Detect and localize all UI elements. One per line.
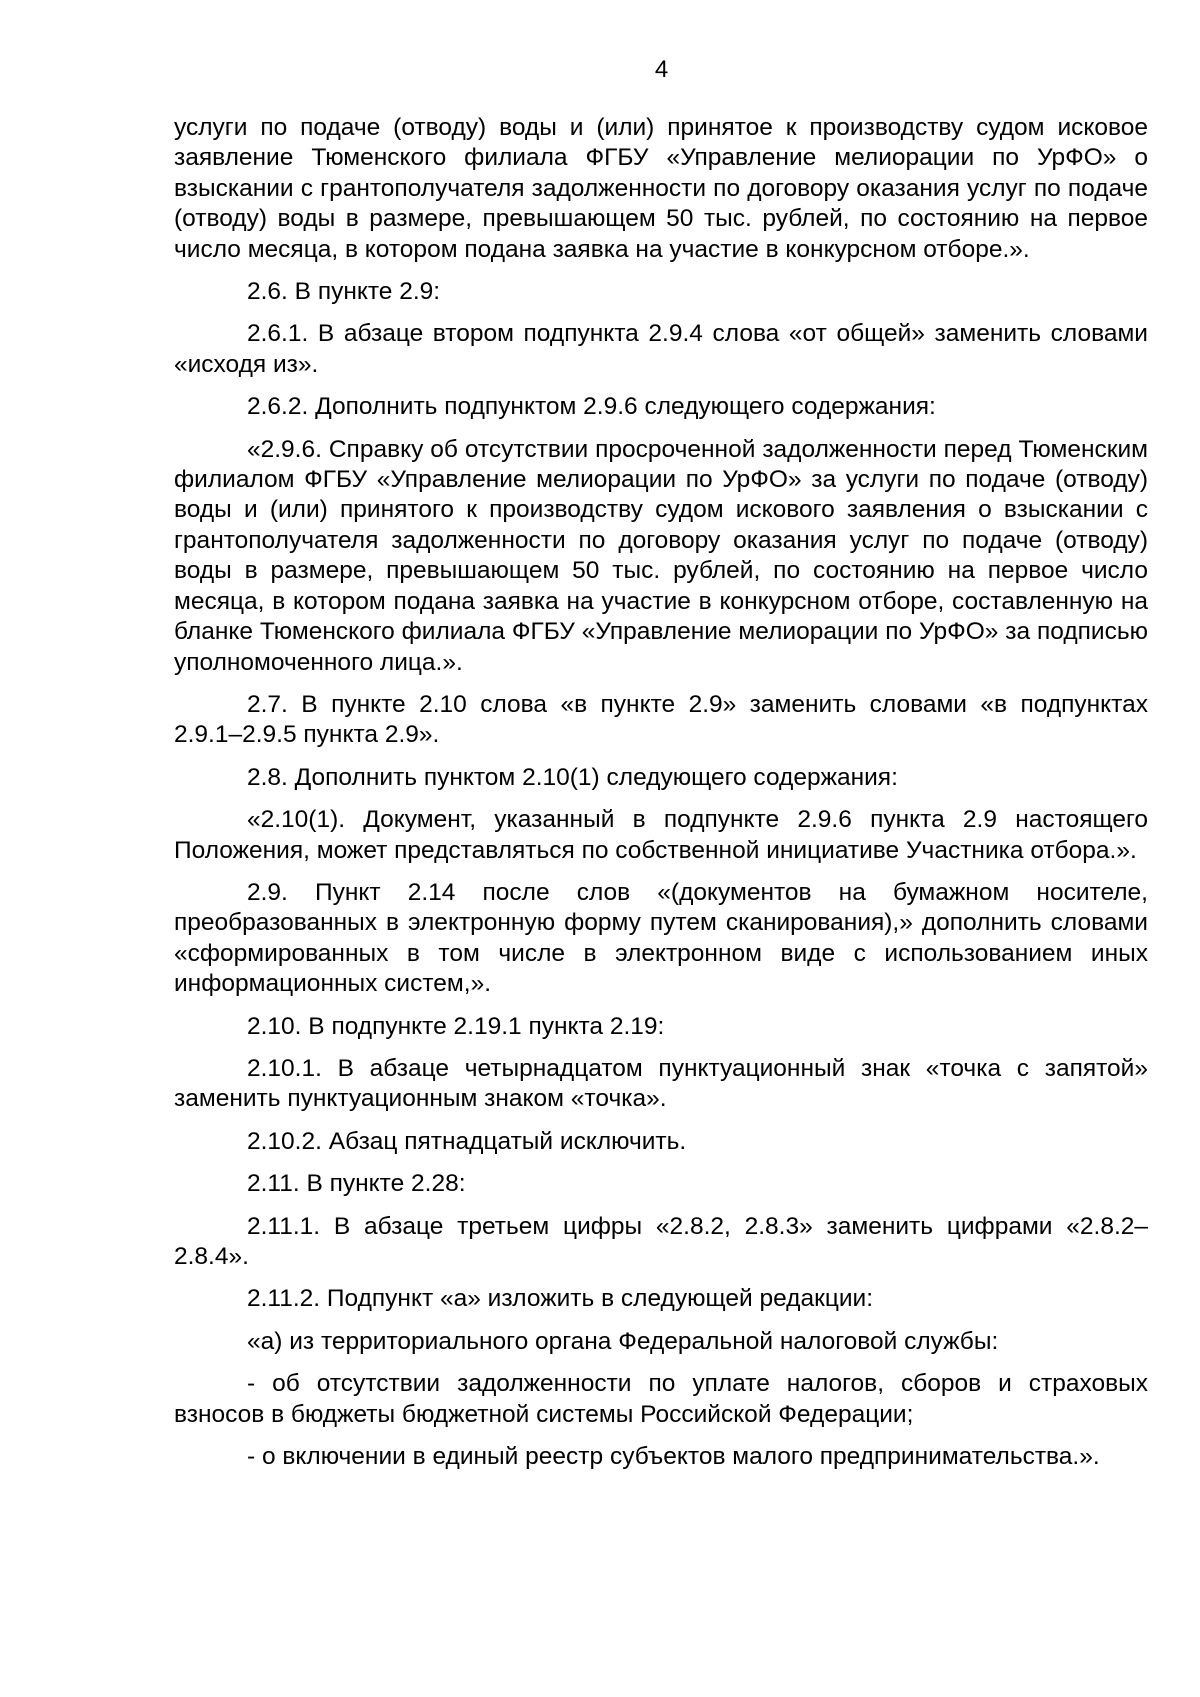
- paragraph-2-9-6-quote: «2.9.6. Справку об отсутствии просроченной задолженности перед Тюменским филиалом ФГБУ «Управление мелиорации по УрФО» за услуги по подаче (отводу) воды и (или) принятого к производству судом искового заявления о взыскании с грантополучателя задолженности по договору оказания услуг по подаче (отводу) воды в размере, превышающем 50 тыс. рублей, по состоянию на первое число месяца, в котором подана заявка на участие в конкурсном отборе, составленную на бланке Тюменского филиала ФГБУ «Управление мелиорации по УрФО» за подписью уполномоченного лица.».: [174, 435, 1148, 676]
- paragraph-2-8: 2.8. Дополнить пунктом 2.10(1) следующего содержания:: [247, 763, 898, 791]
- paragraph-bullet-tax-debt: - об отсутствии задолженности по уплате налогов, сборов и страховых взносов в бюджеты бюджетной системы Российской Федерации;: [174, 1370, 1148, 1428]
- paragraph-2-7: 2.7. В пункте 2.10 слова «в пункте 2.9» заменить словами «в подпунктах 2.9.1–2.9.5 пункта 2.9».: [174, 690, 1148, 749]
- paragraph-2-10: 2.10. В подпункте 2.19.1 пункта 2.19:: [247, 1012, 665, 1040]
- paragraph-2-10-2: 2.10.2. Абзац пятнадцатый исключить.: [247, 1127, 687, 1155]
- paragraph-subitem-a: «а) из территориального органа Федеральной налоговой службы:: [247, 1327, 999, 1355]
- paragraph-2-11-1: 2.11.1. В абзаце третьем цифры «2.8.2, 2.8.3» заменить цифрами «2.8.2–2.8.4».: [174, 1212, 1148, 1270]
- paragraph-2-11: 2.11. В пункте 2.28:: [247, 1170, 466, 1198]
- document-body: [174, 113, 1148, 1484]
- paragraph-2-6-1: 2.6.1. В абзаце втором подпункта 2.9.4 слова «от общей» заменить словами «исходя из».: [174, 320, 1148, 378]
- paragraph-2-6: 2.6. В пункте 2.9:: [247, 278, 441, 306]
- paragraph-2-10-1-quote: «2.10(1). Документ, указанный в подпункте 2.9.6 пункта 2.9 настоящего Положения, может представляться по собственной инициативе Участника отбора.».: [174, 806, 1148, 864]
- paragraph-2-9: 2.9. Пункт 2.14 после слов «(документов на бумажном носителе, преобразованных в электронную форму путем сканирования),» дополнить словами «сформированных в том числе в электронном виде с использованием иных информационных систем,».: [174, 878, 1148, 998]
- paragraph-2-6-2: 2.6.2. Дополнить подпунктом 2.9.6 следующего содержания:: [247, 393, 936, 421]
- paragraph-2-10-1: 2.10.1. В абзаце четырнадцатом пунктуационный знак «точка с запятой» заменить пунктуационным знаком «точка».: [174, 1054, 1148, 1113]
- paragraph-bullet-sme-registry: - о включении в единый реестр субъектов малого предпринимательства.».: [247, 1443, 1100, 1471]
- page-number: 4: [654, 56, 669, 83]
- paragraph-continuation: услуги по подаче (отводу) воды и (или) принятое к производству судом исковое заявление Тюменского филиала ФГБУ «Управление мелиорации по УрФО» о взыскании с грантополучателя задолженности по договору оказания услуг по подаче (отводу) воды в размере, превышающем 50 тыс. рублей, по состоянию на первое число месяца, в котором подана заявка на участие в конкурсном отборе.».: [174, 114, 1148, 263]
- paragraph-2-11-2: 2.11.2. Подпункт «а» изложить в следующей редакции:: [247, 1285, 874, 1313]
